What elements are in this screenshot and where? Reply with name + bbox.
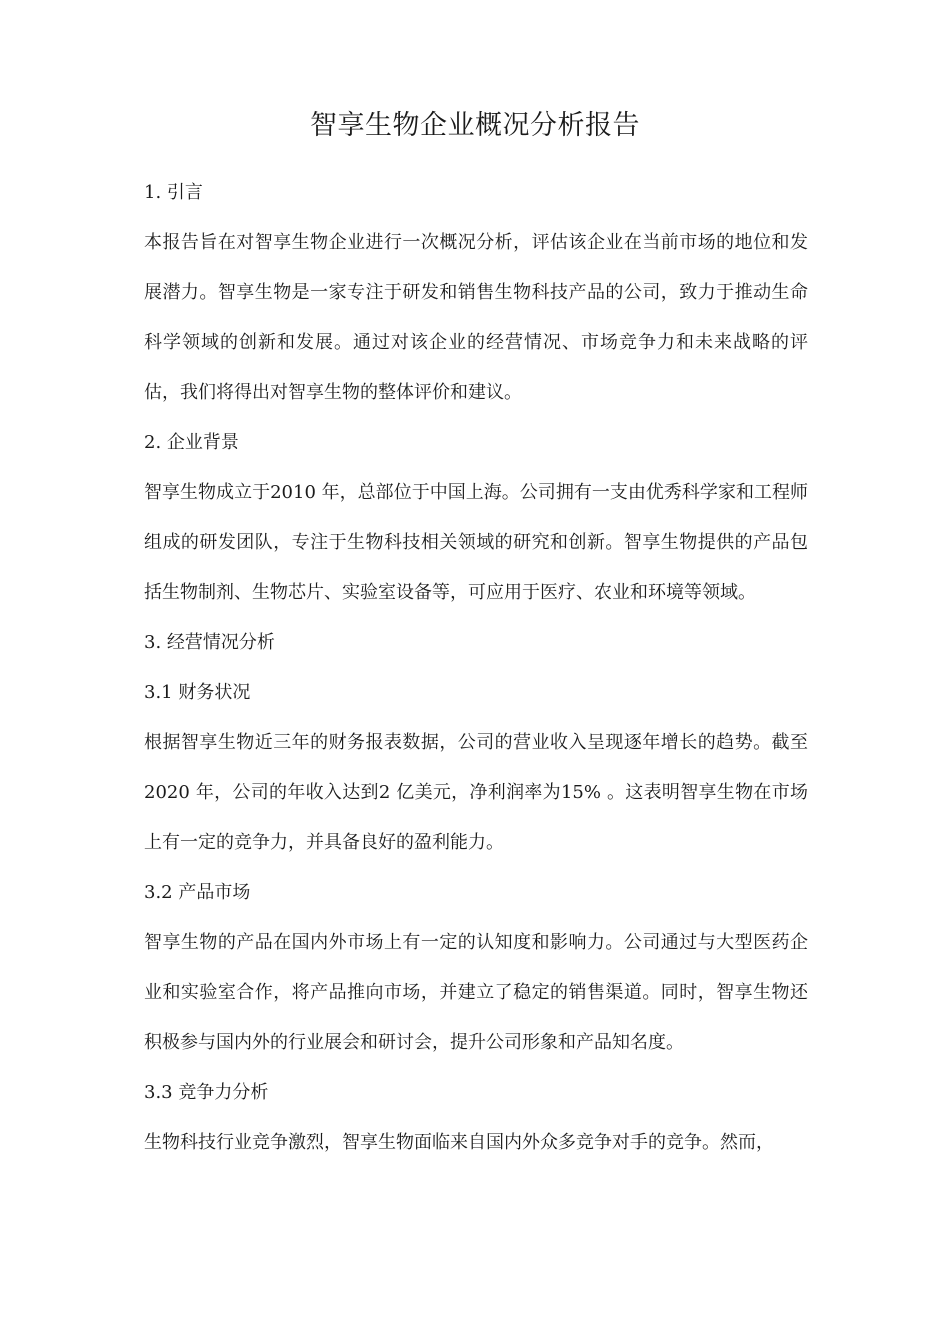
- section-paragraph-finance: 根据智享生物近三年的财务报表数据，公司的营业收入呈现逐年增长的趋势。截至2020 年，公司的年收入达到2 亿美元，净利润率为15% 。这表明智享生物在市场上有一定的竞争力，并具备良好的盈利能力。: [144, 732, 808, 853]
- section-heading-market: 3.2 产品市场: [144, 882, 251, 903]
- section-paragraph-market: 智享生物的产品在国内外市场上有一定的认知度和影响力。公司通过与大型医药企业和实验室合作，将产品推向市场，并建立了稳定的销售渠道。同时，智享生物还积极参与国内外的行业展会和研讨会，提升公司形象和产品知名度。: [144, 932, 808, 1053]
- document-title: 智享生物企业概况分析报告: [310, 110, 640, 141]
- section-heading-background: 2. 企业背景: [144, 432, 239, 453]
- section-heading-finance: 3.1 财务状况: [144, 682, 251, 703]
- section-heading-operations: 3. 经营情况分析: [144, 632, 275, 653]
- section-paragraph-competition: 生物科技行业竞争激烈，智享生物面临来自国内外众多竞争对手的竞争。然而，: [144, 1132, 774, 1153]
- document-body: [144, 168, 808, 1168]
- section-heading-competition: 3.3 竞争力分析: [144, 1082, 269, 1103]
- section-paragraph-background: 智享生物成立于2010 年，总部位于中国上海。公司拥有一支由优秀科学家和工程师组成的研发团队，专注于生物科技相关领域的研究和创新。智享生物提供的产品包括生物制剂、生物芯片、实验室设备等，可应用于医疗、农业和环境等领域。: [144, 482, 808, 603]
- section-heading-intro: 1. 引言: [144, 182, 203, 203]
- section-paragraph-intro: 本报告旨在对智享生物企业进行一次概况分析，评估该企业在当前市场的地位和发展潜力。智享生物是一家专注于研发和销售生物科技产品的公司，致力于推动生命科学领域的创新和发展。通过对该企业的经营情况、市场竞争力和未来战略的评估，我们将得出对智享生物的整体评价和建议。: [144, 232, 808, 403]
